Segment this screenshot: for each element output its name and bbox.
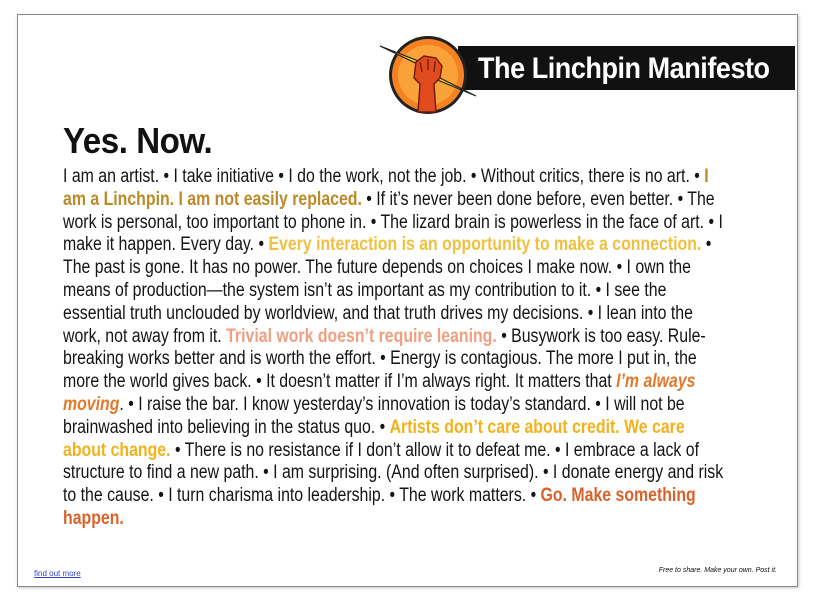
highlight-linchpin: I am a Linchpin. I am not easily replaced. — [63, 166, 709, 210]
highlight-trivial-work: Trivial work doesn’t require leaning. — [226, 325, 497, 347]
manifesto-segment: . • I raise the bar. I know yesterday’s innovation is today’s standard. • I will not be brainwashed into believing in the status quo. • — [63, 393, 685, 438]
manifesto-text — [63, 166, 731, 531]
banner-title: The Linchpin Manifesto — [478, 52, 770, 85]
highlight-connection: Every interaction is an opportunity to make a connection. — [268, 234, 702, 256]
share-note: Free to share. Make your own. Post it. — [658, 567, 777, 574]
manifesto-segment: • Busywork is too easy. Rule-breaking works better and is worth the effort. • Energy is contagious. The more I put in, the more the world gives back. • It doesn’t matter if I’m always right. It matters that — [63, 325, 706, 393]
highlight-make-something-happen: Go. Make something happen. — [63, 485, 696, 529]
raised-fist-lightning-icon — [378, 32, 478, 118]
manifesto-segment: • There is no resistance if I don’t allow it to defeat me. • I embrace a lack of structure to find a new path. • I am surprising. (And often surprised). • I donate energy and risk to the cause. • I turn charisma into leadership. • The work matters. • — [63, 439, 724, 507]
manifesto-segment: I am an artist. • I take initiative • I do the work, not the job. • Without critics, there is no art. • — [63, 166, 705, 187]
headline: Yes. Now. — [63, 120, 213, 161]
manifesto-segment: • If it’s never been done before, even better. • The work is personal, too important to phone in. • The lizard brain is powerless in the face of art. • I make it happen. Every day. • — [63, 188, 723, 256]
manifesto-segment: • The past is gone. It has no power. The future depends on choices I make now. • I own the means of production—the system isn’t as important as my contribution to it. • I see the essential truth unclouded by worldview, and that truth drives my decisions. • I lean into the work, not away from it. — [63, 234, 712, 347]
highlight-always-moving: I’m always moving — [63, 371, 696, 415]
highlight-artists-change: Artists don’t care about credit. We care about change. — [63, 416, 685, 461]
find-out-more-link[interactable]: find out more — [34, 569, 81, 578]
